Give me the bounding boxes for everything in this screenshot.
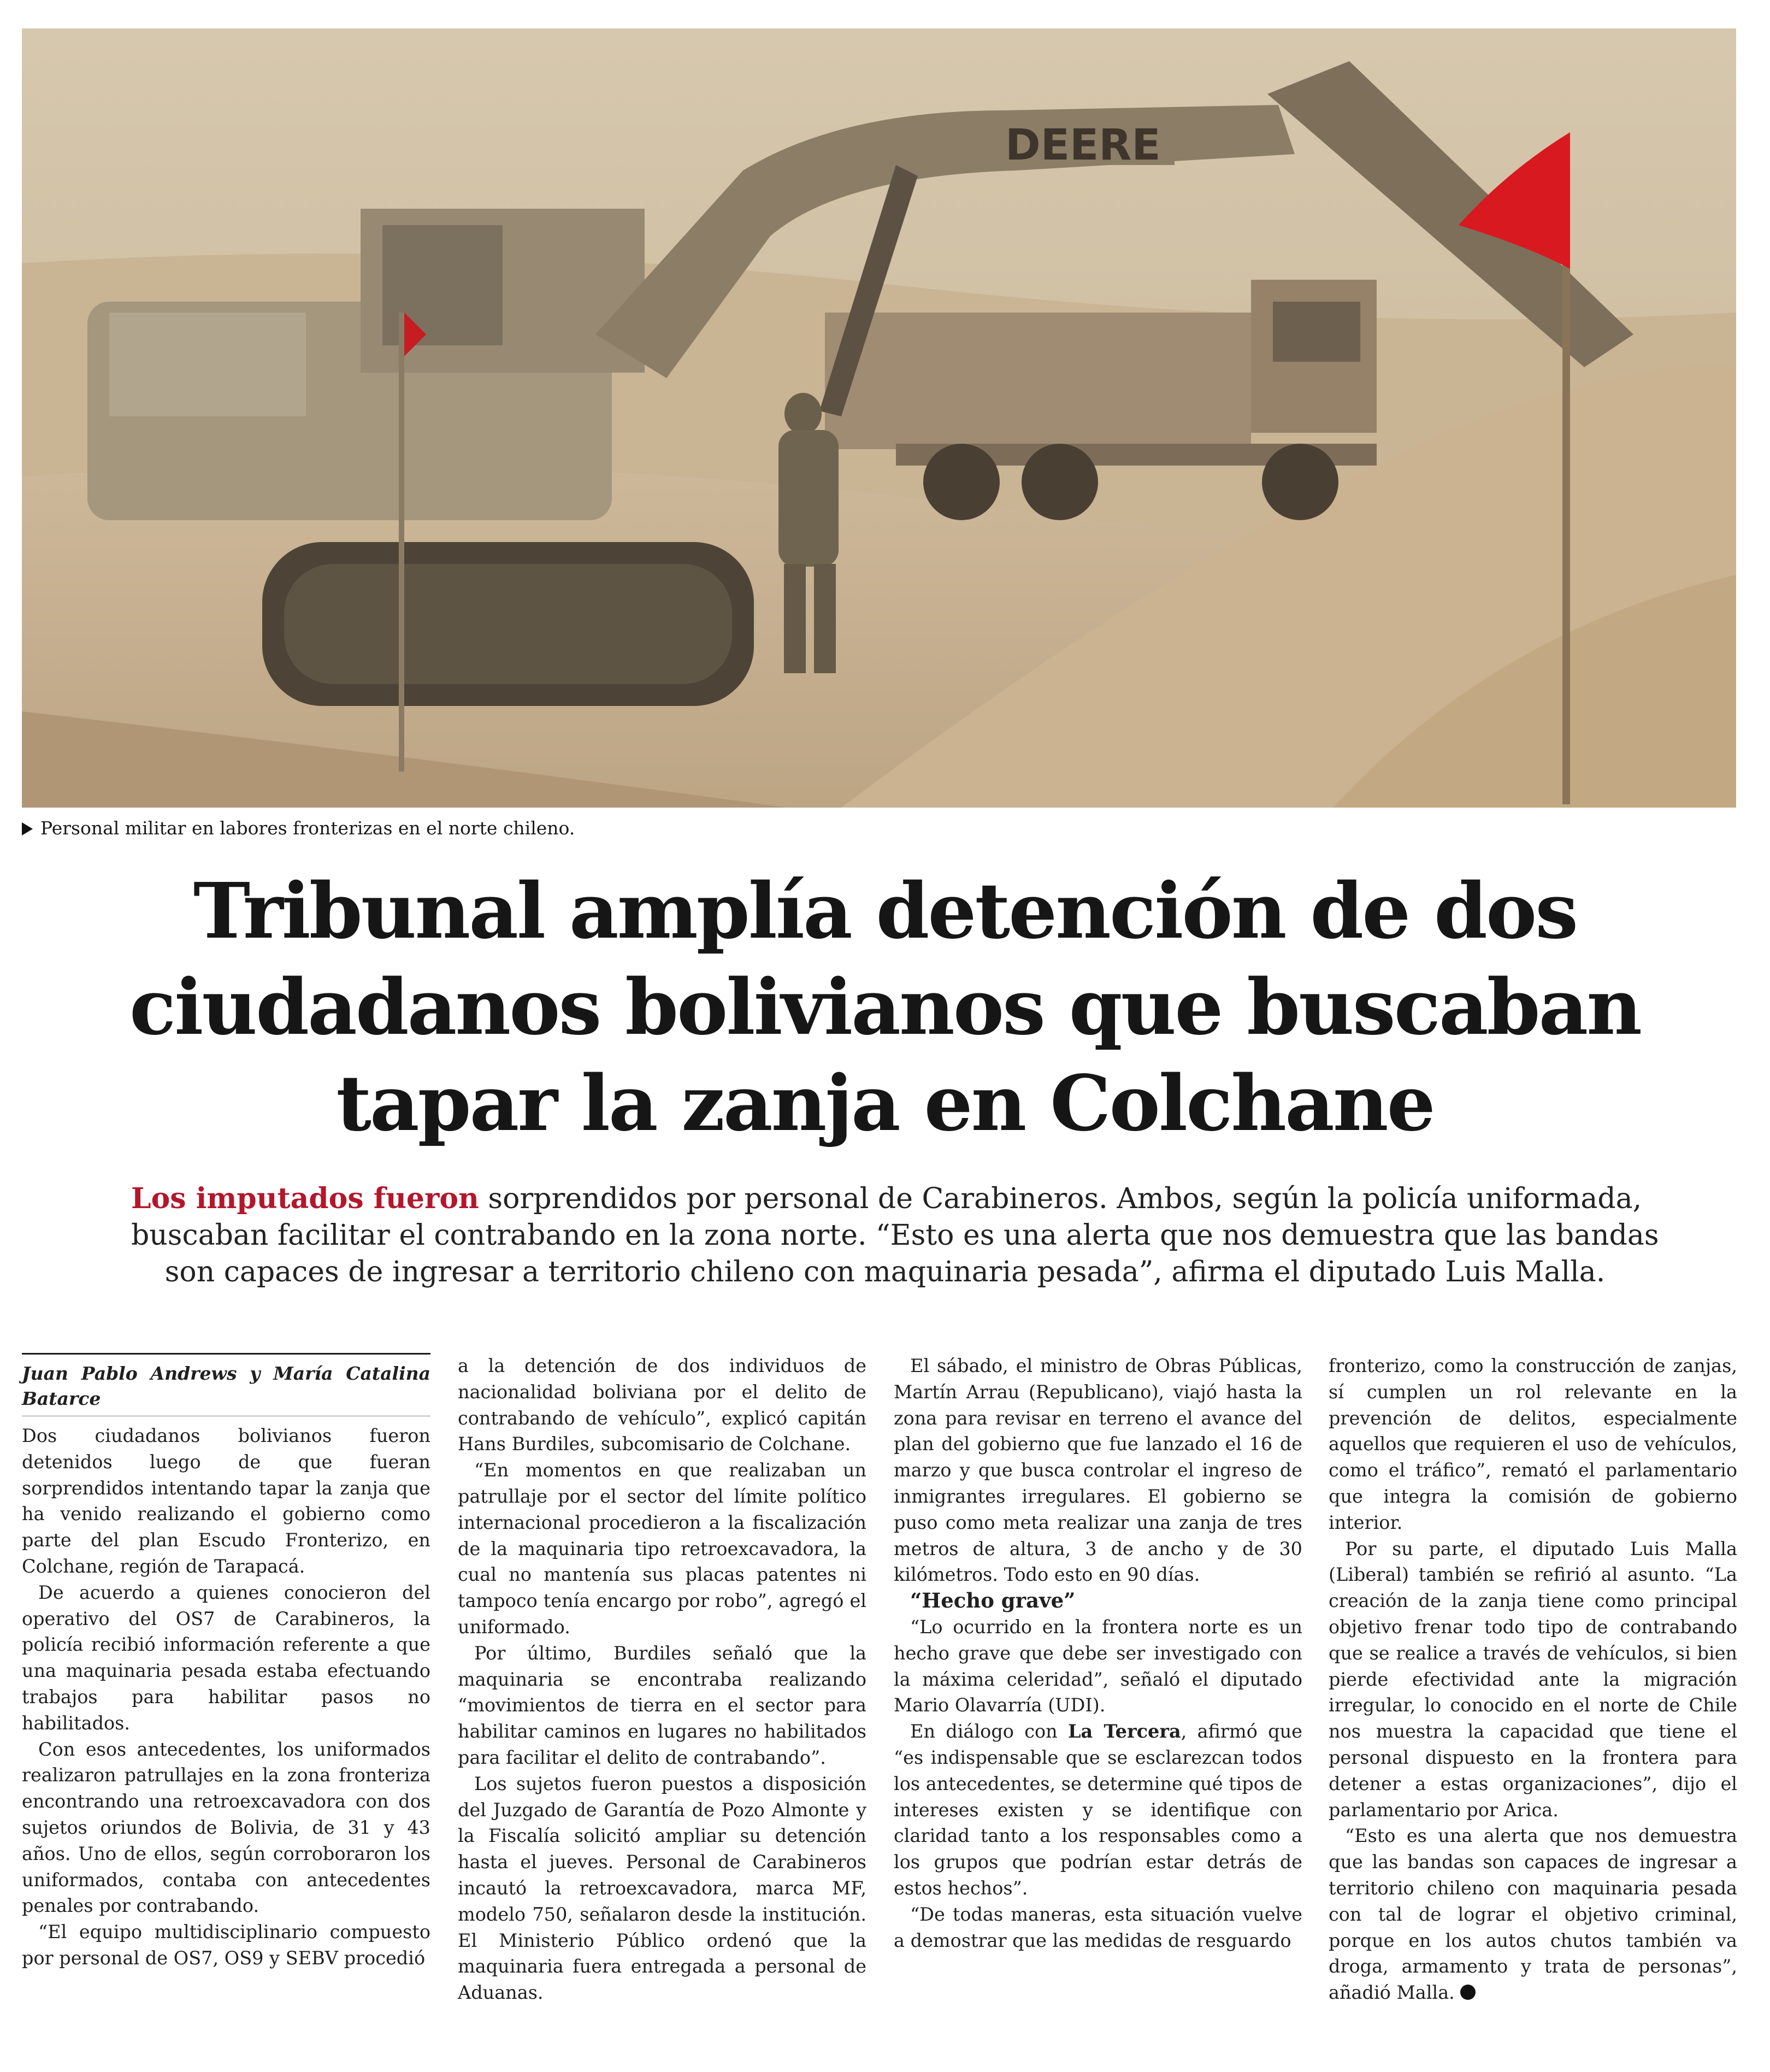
deck-line-3: son capaces de ingresar a territorio chileno con maquinaria pesada”, afirma el diputado Luis Malla.	[164, 1256, 1606, 1288]
paragraph: De acuerdo a quienes conocieron del operativo del OS7 de Carabineros, la policía recibió información referente a que una maquinaria pesada estaba efectuando trabajos para habilitar pasos no habilitados.	[22, 1581, 430, 1734]
photo-caption	[22, 817, 575, 839]
deck-line-2: buscaban facilitar el contrabando en la zona norte. “Esto es una alerta que nos demuestra que las bandas	[131, 1219, 1659, 1252]
headline-line-2: ciudadanos bolivianos que buscaban	[129, 963, 1641, 1052]
deck	[131, 1180, 1659, 1291]
paragraph: Dos ciudadanos bolivianos fueron detenidos luego de que fueran sorprendidos intentando tapar la zanja que ha venido realizando el gobierno como parte del plan Escudo Fronterizo, en Colchane, región de Tarapacá.	[22, 1425, 430, 1577]
caption-text: Personal militar en labores fronterizas en el norte chileno.	[40, 817, 575, 839]
article-photo	[22, 28, 1736, 808]
paragraph: El sábado, el ministro de Obras Públicas, Martín Arrau (Republicano), viajó hasta la zona para revisar en terreno el avance del plan del gobierno que fue lanzado el 16 de marzo y que busca controlar el ingreso de inmigrantes irregulares. El gobierno se puso como meta realizar una zanja de tres metros de altura, 3 de ancho y de 30 kilómetros. Todo esto en 90 días.	[894, 1355, 1302, 1586]
deck-line-1	[131, 1180, 1642, 1217]
headline-line-1: Tribunal amplía detención de dos	[193, 867, 1577, 956]
column-2	[458, 1353, 866, 2006]
deck-lead: Los imputados fueron	[131, 1182, 479, 1215]
paragraph-pre: En diálogo con	[910, 1721, 1068, 1743]
caption-arrow-icon	[22, 822, 33, 835]
paragraph: “En momentos en que realizaban un patrullaje por el sector del límite político internacional procedieron a la fiscalización de la maquinaria tipo retroexcavadora, la cual no mantenía sus placas patentes ni tampoco tenía encargo por robo”, agregó el uniformado.	[458, 1459, 866, 1638]
column-3	[894, 1353, 1302, 1953]
paragraph: “El equipo multidisciplinario compuesto por personal de OS7, OS9 y SEBV procedió	[22, 1921, 430, 1969]
paragraph: Por su parte, el diputado Luis Malla (Liberal) también se refirió al asunto. “La creación de la zanja tiene como principal objetivo frenar todo tipo de contrabando que se realice a través de vehículos, si bien pierde efectividad ante la migración irregular, lo conocido en el norte de Chile nos muestra la capacidad que tiene el personal dispuesto en la frontera para detener a estas organizaciones”, dijo el parlamentario por Arica.	[1329, 1538, 1737, 1821]
deck-line-1-rest: sorprendidos por personal de Carabineros. Ambos, según la policía uniformada,	[479, 1182, 1642, 1215]
byline: Juan Pablo Andrews y María Catalina Batarce	[22, 1353, 430, 1416]
excavator-scene-illustration	[22, 28, 1736, 808]
newspaper-name: La Tercera	[1068, 1721, 1181, 1743]
headline-line-3: tapar la zanja en Colchane	[336, 1059, 1434, 1149]
subhead: “Hecho grave”	[910, 1588, 1076, 1613]
paragraph-text: “Esto es una alerta que nos demuestra que las bandas son capaces de ingresar a territorio chileno con maquinaria pesada con tal de lograr el objetivo criminal, porque en los autos chutos también va droga, armamento y trata de personas”, añadió Malla.	[1329, 1825, 1737, 2004]
paragraph: “De todas maneras, esta situación vuelve a demostrar que las medidas de resguardo	[894, 1903, 1302, 1951]
column-4	[1329, 1353, 1737, 2006]
paragraph: “Lo ocurrido en la frontera norte es un hecho grave que debe ser investigado con la máxima celeridad”, señaló el diputado Mario Olavarría (UDI).	[894, 1616, 1302, 1716]
paragraph	[1329, 1823, 1737, 2006]
paragraph	[894, 1718, 1302, 1902]
paragraph: Los sujetos fueron puestos a disposición del Juzgado de Garantía de Pozo Almonte y la Fiscalía solicitó ampliar su detención hasta el jueves. Personal de Carabineros incautó la retroexcavadora, marca MF, modelo 750, señalaron desde la institución. El Ministerio Público ordenó que la maquinaria fuera entregada a personal de Aduanas.	[458, 1773, 866, 2004]
paragraph: Por último, Burdiles señaló que la maquinaria se encontraba realizando “movimientos de tierra en el sector para habilitar caminos en lugares no habilitados para facilitar el delito de contrabando”.	[458, 1642, 866, 1768]
deere-logo: DEERE	[1005, 121, 1161, 170]
headline	[109, 863, 1661, 1152]
paragraph-post: , afirmó que “es indispensable que se esclarezcan todos los antecedentes, se determine qué tipos de intereses existen y se identifique con claridad tanto a los responsables como a los grupos que podrían estar detrás de estos hechos”.	[894, 1721, 1302, 1899]
paragraph: a la detención de dos individuos de nacionalidad boliviana por el delito de contrabando de vehículo”, explicó capitán Hans Burdiles, subcomisario de Colchane.	[458, 1355, 866, 1455]
paragraph: fronterizo, como la construcción de zanjas, sí cumplen un rol relevante en la prevención de delitos, especialmente aquellos que requieren el uso de vehículos, como el tráfico”, remató el parlamentario que integra la comisión de gobierno interior.	[1329, 1355, 1737, 1533]
paragraph: Con esos antecedentes, los uniformados realizaron patrullajes en la zona fronteriza encontrando una retroexcavadora con dos sujetos oriundos de Bolivia, de 31 y 43 años. Uno de ellos, según corroboraron los uniformados, contaba con antecedentes penales por contrabando.	[22, 1738, 430, 1917]
end-of-article-icon	[1460, 1985, 1476, 2000]
column-1	[22, 1353, 430, 1971]
